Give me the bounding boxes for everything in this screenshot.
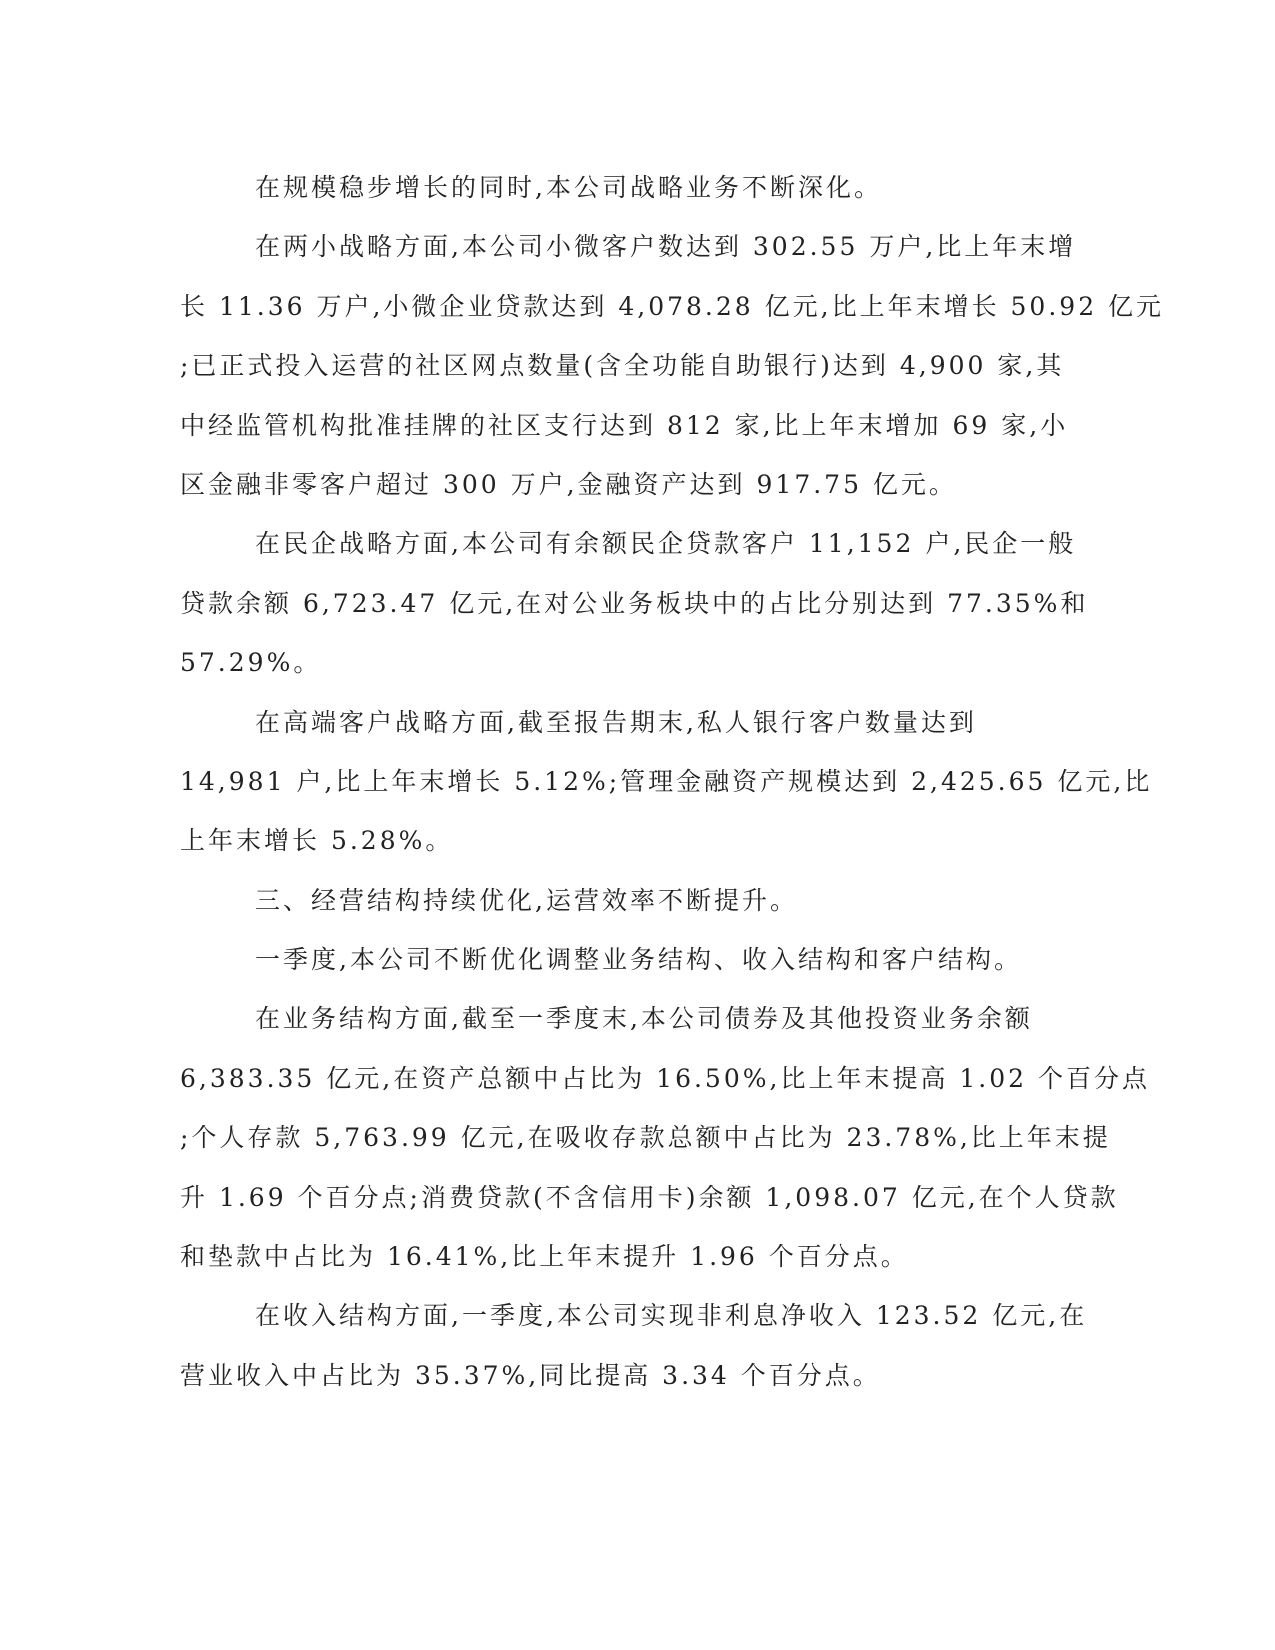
text-line: 在收入结构方面,一季度,本公司实现非利息净收入 123.52 亿元,在	[255, 1301, 1088, 1331]
text-line: 在两小战略方面,本公司小微客户数达到 302.55 万户,比上年末增	[255, 232, 1077, 262]
text-line: 6,383.35 亿元,在资产总额中占比为 16.50%,比上年末提高 1.02 个百分点	[180, 1063, 1150, 1093]
text-line: 和垫款中占比为 16.41%,比上年末提升 1.96 个百分点。	[180, 1242, 909, 1272]
section-heading: 三、经营结构持续优化,运营效率不断提升。	[255, 885, 798, 915]
text-line: 14,981 户,比上年末增长 5.12%;管理金融资产规模达到 2,425.65 亿元,比	[180, 766, 1153, 796]
text-line: 营业收入中占比为 35.37%,同比提高 3.34 个百分点。	[180, 1360, 881, 1390]
text-line: 57.29%。	[180, 648, 322, 678]
text-line: 在高端客户战略方面,截至报告期末,私人银行客户数量达到	[255, 707, 977, 737]
text-line: ;个人存款 5,763.99 亿元,在吸收存款总额中占比为 23.78%,比上年末提	[180, 1123, 1111, 1153]
text-line: 在民企战略方面,本公司有余额民企贷款客户 11,152 户,民企一般	[255, 529, 1077, 559]
text-line: 区金融非零客户超过 300 万户,金融资产达到 917.75 亿元。	[180, 469, 957, 499]
text-line: 贷款余额 6,723.47 亿元,在对公业务板块中的占比分别达到 77.35%和	[180, 588, 1089, 618]
text-line: 在业务结构方面,截至一季度末,本公司债券及其他投资业务余额	[255, 1004, 1033, 1034]
body-text	[180, 158, 1165, 1405]
text-line: ;已正式投入运营的社区网点数量(含全功能自助银行)达到 4,900 家,其	[180, 351, 1065, 381]
text-line: 中经监管机构批准挂牌的社区支行达到 812 家,比上年末增加 69 家,小	[180, 410, 1069, 440]
text-line: 上年末增长 5.28%。	[180, 826, 454, 856]
text-line: 升 1.69 个百分点;消费贷款(不含信用卡)余额 1,098.07 亿元,在个人贷款	[180, 1182, 1119, 1212]
text-line: 一季度,本公司不断优化调整业务结构、收入结构和客户结构。	[255, 945, 1022, 975]
text-line: 长 11.36 万户,小微企业贷款达到 4,078.28 亿元,比上年末增长 50.92 亿元	[180, 291, 1165, 321]
text-line: 在规模稳步增长的同时,本公司战略业务不断深化。	[255, 173, 882, 202]
